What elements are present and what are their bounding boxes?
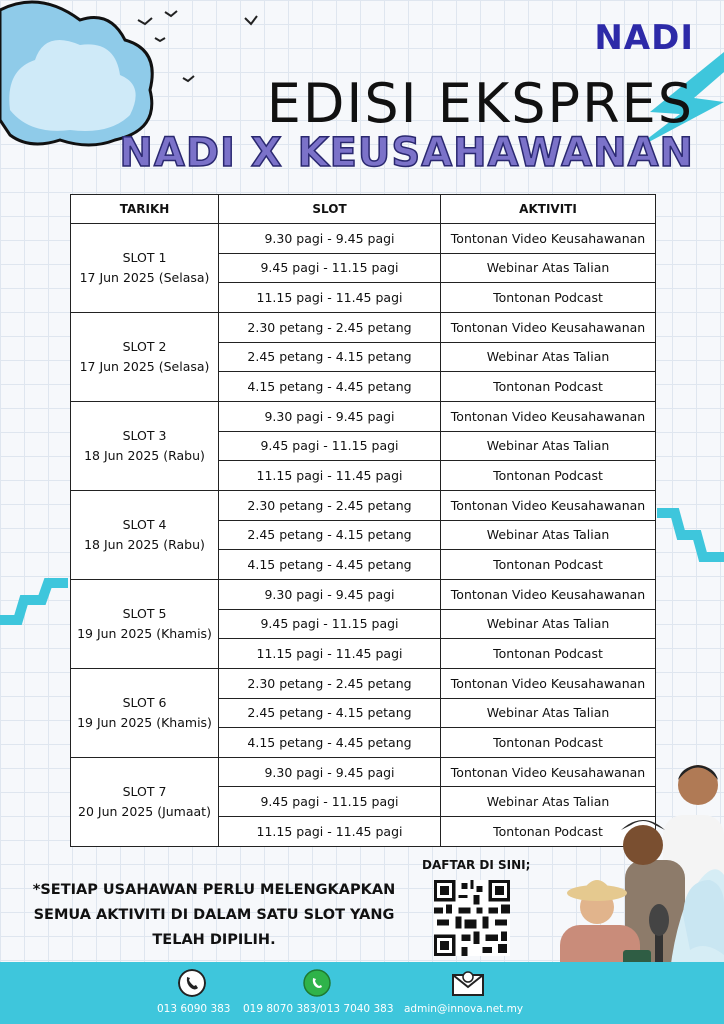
slot-date: 18 Jun 2025 (Rabu) <box>84 447 205 463</box>
email-address[interactable]: admin@innova.net.my <box>404 1003 524 1015</box>
time-cell: 2.45 petang - 4.15 petang <box>219 342 441 372</box>
slot-date: 17 Jun 2025 (Selasa) <box>79 358 210 374</box>
header-tarikh: TARIKH <box>71 195 219 224</box>
table-header-row <box>71 195 656 224</box>
slot-date: 17 Jun 2025 (Selasa) <box>79 269 210 285</box>
slot-label: SLOT 3 <box>122 427 167 443</box>
table-row <box>71 224 656 254</box>
zigzag-right <box>655 505 724 570</box>
activity-cell: Tontonan Video Keusahawanan <box>441 757 656 787</box>
slot-label: SLOT 6 <box>122 694 167 710</box>
slot-date-cell <box>71 401 219 490</box>
activity-cell: Tontonan Video Keusahawanan <box>441 490 656 520</box>
time-cell: 9.45 pagi - 11.15 pagi <box>219 609 441 639</box>
slot-date-cell <box>71 312 219 401</box>
activity-cell: Tontonan Video Keusahawanan <box>441 312 656 342</box>
zigzag-left <box>0 575 70 635</box>
birds-decoration <box>135 8 275 88</box>
activity-cell: Tontonan Video Keusahawanan <box>441 401 656 431</box>
slot-date: 19 Jun 2025 (Khamis) <box>77 625 212 641</box>
note-line: *SETIAP USAHAWAN PERLU MELENGKAPKAN <box>32 882 396 898</box>
header-aktiviti: AKTIVITI <box>441 195 656 224</box>
slot-label: SLOT 4 <box>122 516 167 532</box>
table-row <box>71 401 656 431</box>
activity-cell: Tontonan Podcast <box>441 817 656 847</box>
slot-date: 18 Jun 2025 (Rabu) <box>84 536 205 552</box>
time-cell: 2.30 petang - 2.45 petang <box>219 490 441 520</box>
activity-cell: Tontonan Video Keusahawanan <box>441 579 656 609</box>
time-cell: 9.45 pagi - 11.15 pagi <box>219 431 441 461</box>
activity-cell: Tontonan Podcast <box>441 728 656 758</box>
activity-cell: Webinar Atas Talian <box>441 520 656 550</box>
whatsapp-numbers[interactable]: 019 8070 383/013 7040 383 <box>243 1003 394 1015</box>
time-cell: 11.15 pagi - 11.45 pagi <box>219 283 441 313</box>
time-cell: 2.30 petang - 2.45 petang <box>219 312 441 342</box>
time-cell: 4.15 petang - 4.45 petang <box>219 372 441 402</box>
time-cell: 9.30 pagi - 9.45 pagi <box>219 757 441 787</box>
brand-logo: NADI <box>594 18 694 58</box>
qr-code-icon[interactable] <box>434 880 510 956</box>
page-subtitle: NADI X KEUSAHAWANAN <box>119 130 694 176</box>
activity-cell: Tontonan Podcast <box>441 461 656 491</box>
table-row <box>71 312 656 342</box>
time-cell: 9.45 pagi - 11.15 pagi <box>219 253 441 283</box>
time-cell: 11.15 pagi - 11.45 pagi <box>219 639 441 669</box>
time-cell: 9.45 pagi - 11.15 pagi <box>219 787 441 817</box>
activity-cell: Tontonan Video Keusahawanan <box>441 668 656 698</box>
phone-number[interactable]: 013 6090 383 <box>157 1003 231 1015</box>
activity-cell: Tontonan Podcast <box>441 639 656 669</box>
time-cell: 11.15 pagi - 11.45 pagi <box>219 817 441 847</box>
header-slot: SLOT <box>219 195 441 224</box>
email-icon[interactable] <box>452 969 484 997</box>
activity-cell: Webinar Atas Talian <box>441 342 656 372</box>
time-cell: 4.15 petang - 4.45 petang <box>219 550 441 580</box>
time-cell: 2.30 petang - 2.45 petang <box>219 668 441 698</box>
activity-cell: Webinar Atas Talian <box>441 698 656 728</box>
time-cell: 2.45 petang - 4.15 petang <box>219 520 441 550</box>
time-cell: 4.15 petang - 4.45 petang <box>219 728 441 758</box>
table-row <box>71 490 656 520</box>
time-cell: 9.30 pagi - 9.45 pagi <box>219 401 441 431</box>
activity-cell: Webinar Atas Talian <box>441 787 656 817</box>
slot-date-cell <box>71 579 219 668</box>
activity-cell: Tontonan Podcast <box>441 550 656 580</box>
time-cell: 9.30 pagi - 9.45 pagi <box>219 224 441 254</box>
page-title: EDISI EKSPRES <box>266 72 694 135</box>
activity-cell: Webinar Atas Talian <box>441 253 656 283</box>
activity-cell: Tontonan Podcast <box>441 372 656 402</box>
note-line: SEMUA AKTIVITI DI DALAM SATU SLOT YANG <box>33 907 395 923</box>
activity-cell: Webinar Atas Talian <box>441 609 656 639</box>
activity-cell: Webinar Atas Talian <box>441 431 656 461</box>
requirement-note <box>28 878 400 953</box>
slot-date-cell <box>71 757 219 846</box>
slot-date-cell <box>71 224 219 313</box>
table-row <box>71 668 656 698</box>
table-row <box>71 579 656 609</box>
slot-label: SLOT 2 <box>122 338 167 354</box>
slot-date-cell <box>71 668 219 757</box>
time-cell: 2.45 petang - 4.15 petang <box>219 698 441 728</box>
whatsapp-icon[interactable] <box>303 969 331 997</box>
time-cell: 9.30 pagi - 9.45 pagi <box>219 579 441 609</box>
slot-label: SLOT 7 <box>122 783 167 799</box>
slot-date-cell <box>71 490 219 579</box>
schedule-table <box>70 194 656 847</box>
slot-date: 20 Jun 2025 (Jumaat) <box>78 803 211 819</box>
phone-icon[interactable] <box>178 969 206 997</box>
slot-label: SLOT 1 <box>122 249 167 265</box>
slot-label: SLOT 5 <box>122 605 167 621</box>
activity-cell: Tontonan Video Keusahawanan <box>441 224 656 254</box>
time-cell: 11.15 pagi - 11.45 pagi <box>219 461 441 491</box>
activity-cell: Tontonan Podcast <box>441 283 656 313</box>
slot-date: 19 Jun 2025 (Khamis) <box>77 714 212 730</box>
note-line: TELAH DIPILIH. <box>152 932 276 948</box>
register-label: DAFTAR DI SINI; <box>422 858 531 872</box>
